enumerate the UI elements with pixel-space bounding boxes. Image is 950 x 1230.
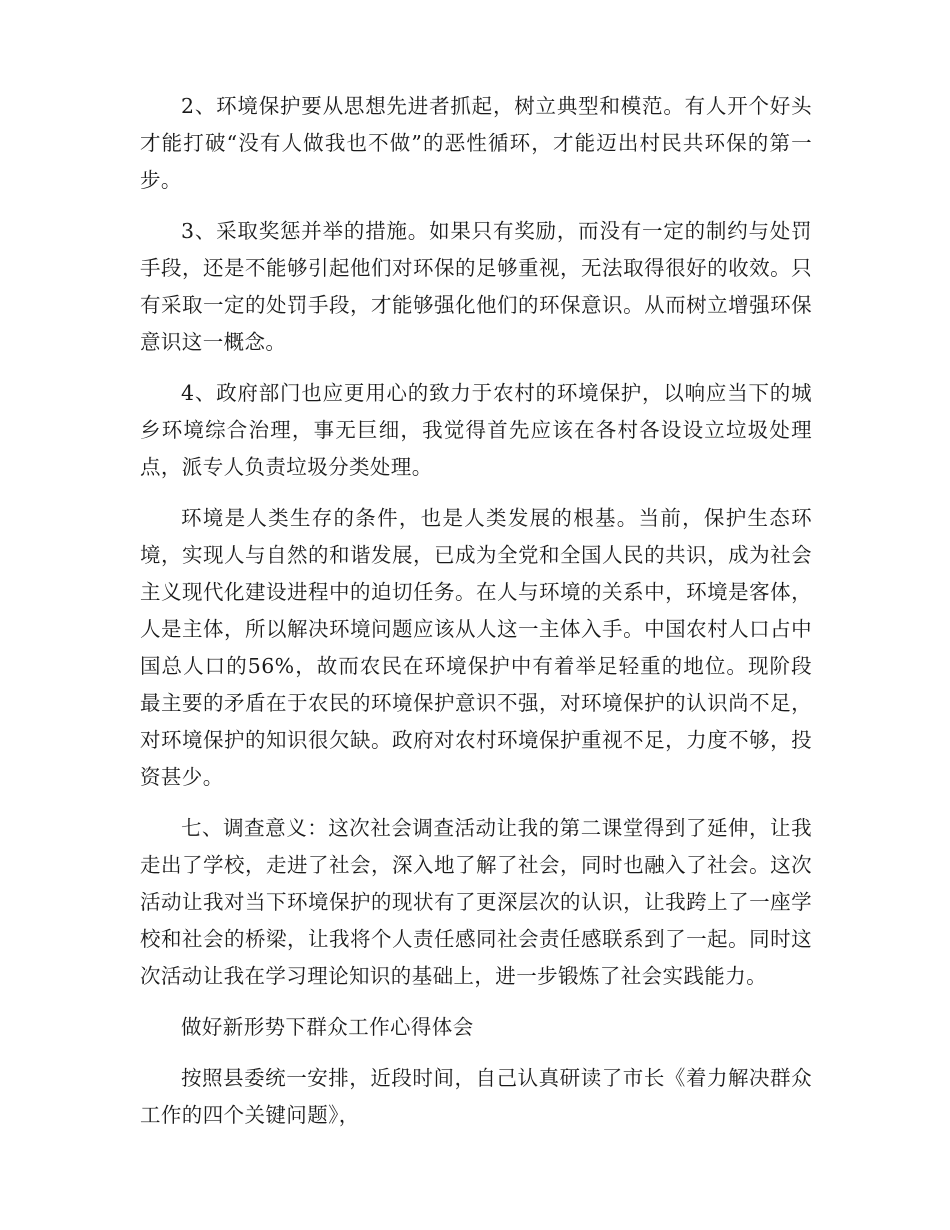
paragraph-survey-significance: 七、调查意义：这次社会调查活动让我的第二课堂得到了延伸，让我走出了学校，走进了社会，深入地了解了社会，同时也融入了社会。这次活动让我对当下环境保护的现状有了更深层次的认识，让我跨上了一座学校和社会的桥梁，让我将个人责任感同社会责任感联系到了一起。同时这次活动让我在学习理论知识的基础上，进一步锻炼了社会实践能力。 [140,816,812,988]
document-page [140,88,812,1148]
paragraph-county-arrangement: 按照县委统一安排，近段时间，自己认真研读了市长《着力解决群众工作的四个关键问题》， [140,1066,812,1127]
paragraph-rewards-penalties: 3、采取奖惩并举的措施。如果只有奖励，而没有一定的制约与处罚手段，还是不能够引起他们对环保的足够重视，无法取得很好的收效。只有采取一定的处罚手段，才能够强化他们的环保意识。从而树立增强环保意识这一概念。 [140,219,812,354]
paragraph-government-departments: 4、政府部门也应更用心的致力于农村的环境保护，以响应当下的城乡环境综合治理，事无巨细，我觉得首先应该在各村各设设立垃圾处理点，派专人负责垃圾分类处理。 [140,381,812,479]
section-heading: 做好新形势下群众工作心得体会 [181,1015,474,1039]
paragraph-environment-leaders: 2、环境保护要从思想先进者抓起，树立典型和模范。有人开个好头才能打破“没有人做我也不做”的恶性循环，才能迈出村民共环保的第一步。 [140,94,812,192]
paragraph-environment-foundation: 环境是人类生存的条件，也是人类发展的根基。当前，保护生态环境，实现人与自然的和谐发展，已成为全党和全国人民的共识，成为社会主义现代化建设进程中的迫切任务。在人与环境的关系中，环境是客体，人是主体，所以解决环境问题应该从人这一主体入手。中国农村人口占中国总人口的56%，故而农民在环境保护中有着举足轻重的地位。现阶段最主要的矛盾在于农民的环境保护意识不强，对环境保护的认识尚不足，对环境保护的知识很欠缺。政府对农村环境保护重视不足，力度不够，投资甚少。 [140,506,812,789]
